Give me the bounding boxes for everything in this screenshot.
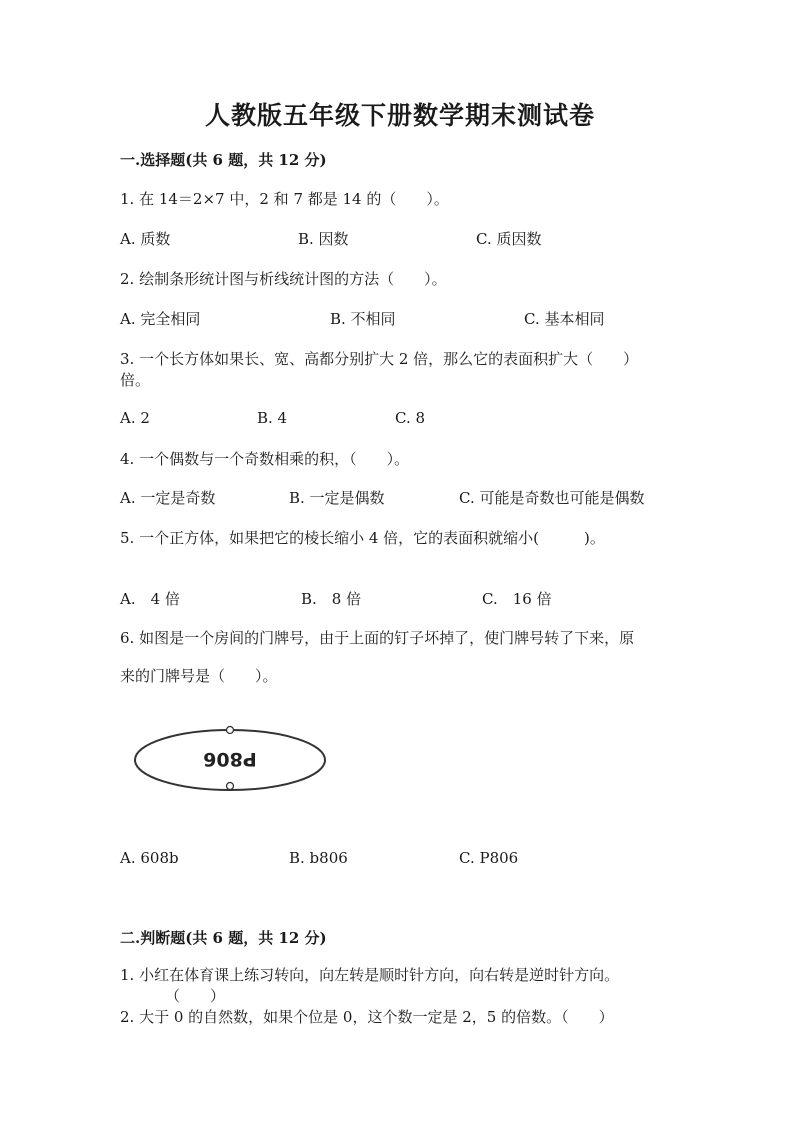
question-4-option-b: B. 一定是偶数 [289, 489, 385, 507]
door-plate-number: P806 [203, 748, 257, 770]
question-5-option-c: C. 16 倍 [482, 590, 552, 608]
question-1-option-c: C. 质因数 [476, 230, 542, 248]
question-2-option-b: B. 不相同 [330, 310, 396, 328]
question-6-option-a: A. 608b [120, 849, 179, 867]
question-1-option-a: A. 质数 [120, 230, 171, 248]
door-plate-figure [132, 722, 332, 798]
section-heading-choice: 一.选择题(共 6 题，共 12 分) [120, 151, 327, 169]
question-2-stem: 2. 绘制条形统计图与析线统计图的方法（ ）。 [120, 270, 447, 288]
question-6-option-c: C. P806 [459, 849, 519, 867]
judgement-1-stem: 1. 小红在体育课上练习转向，向左转是顺时针方向，向右转是逆时针方向。 [120, 966, 620, 984]
question-5-stem: 5. 一个正方体，如果把它的棱长缩小 4 倍，它的表面积就缩小( )。 [120, 529, 605, 547]
door-plate-drawing [132, 722, 332, 798]
question-3-stem-cont: 倍。 [120, 371, 151, 389]
question-6-stem: 6. 如图是一个房间的门牌号，由于上面的钉子坏掉了，使门牌号转了下来，原 [120, 629, 635, 647]
question-6-stem-cont: 来的门牌号是（ ）。 [120, 667, 278, 685]
question-4-stem: 4. 一个偶数与一个奇数相乘的积，（ ）。 [120, 450, 410, 468]
question-6-option-b: B. b806 [289, 849, 348, 867]
door-plate-nail-hole-top [227, 727, 234, 734]
question-3-stem: 3. 一个长方体如果长、宽、高都分别扩大 2 倍，那么它的表面积扩大（ ） [120, 350, 639, 368]
question-3-option-b: B. 4 [257, 409, 288, 427]
question-4-option-c: C. 可能是奇数也可能是偶数 [459, 489, 645, 507]
question-3-option-a: A. 2 [120, 409, 150, 427]
question-4-option-a: A. 一定是奇数 [120, 489, 216, 507]
question-3-option-c: C. 8 [395, 409, 426, 427]
door-plate-nail-hole-bottom [227, 783, 234, 790]
judgement-1-bracket: （ ） [165, 987, 226, 1005]
question-2-option-a: A. 完全相同 [120, 310, 201, 328]
question-5-option-a: A. 4 倍 [120, 590, 180, 608]
page-title: 人教版五年级下册数学期末测试卷 [204, 101, 595, 130]
section-heading-judgement: 二.判断题(共 6 题，共 12 分) [120, 929, 327, 947]
question-2-option-c: C. 基本相同 [524, 310, 605, 328]
question-1-option-b: B. 因数 [298, 230, 349, 248]
judgement-2-stem: 2. 大于 0 的自然数，如果个位是 0，这个数一定是 2，5 的倍数。（ ） [120, 1008, 614, 1026]
question-5-option-b: B. 8 倍 [301, 590, 362, 608]
question-1-stem: 1. 在 14＝2×7 中，2 和 7 都是 14 的（ ）。 [120, 190, 449, 208]
